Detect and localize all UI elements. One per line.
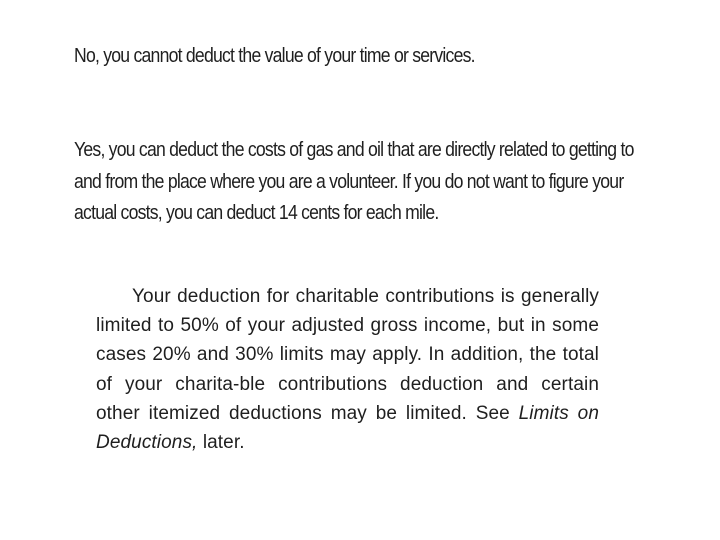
limits-on-deductions-reference: Limits on Deductions, <box>96 402 599 454</box>
answer-time-services: No, you cannot deduct the value of your time or services. <box>74 44 475 67</box>
note-trailing-text: later. <box>197 432 245 454</box>
note-body-text: Your deduction for charitable contributions is generally limited to 50% of your adjusted gross income, but in some cases 20% and 30% limits may apply. In addition, the total of your charita-ble contributions deduction and certain other itemized deductions may be limited. See <box>96 286 599 424</box>
charitable-limit-note <box>96 282 599 457</box>
answer-gas-oil-mileage: Yes, you can deduct the costs of gas and oil that are directly related to getting to and from the place where you are a volunteer. If you do not want to figure your actual costs, you can deduct 14 cents for each mile. <box>74 138 634 224</box>
